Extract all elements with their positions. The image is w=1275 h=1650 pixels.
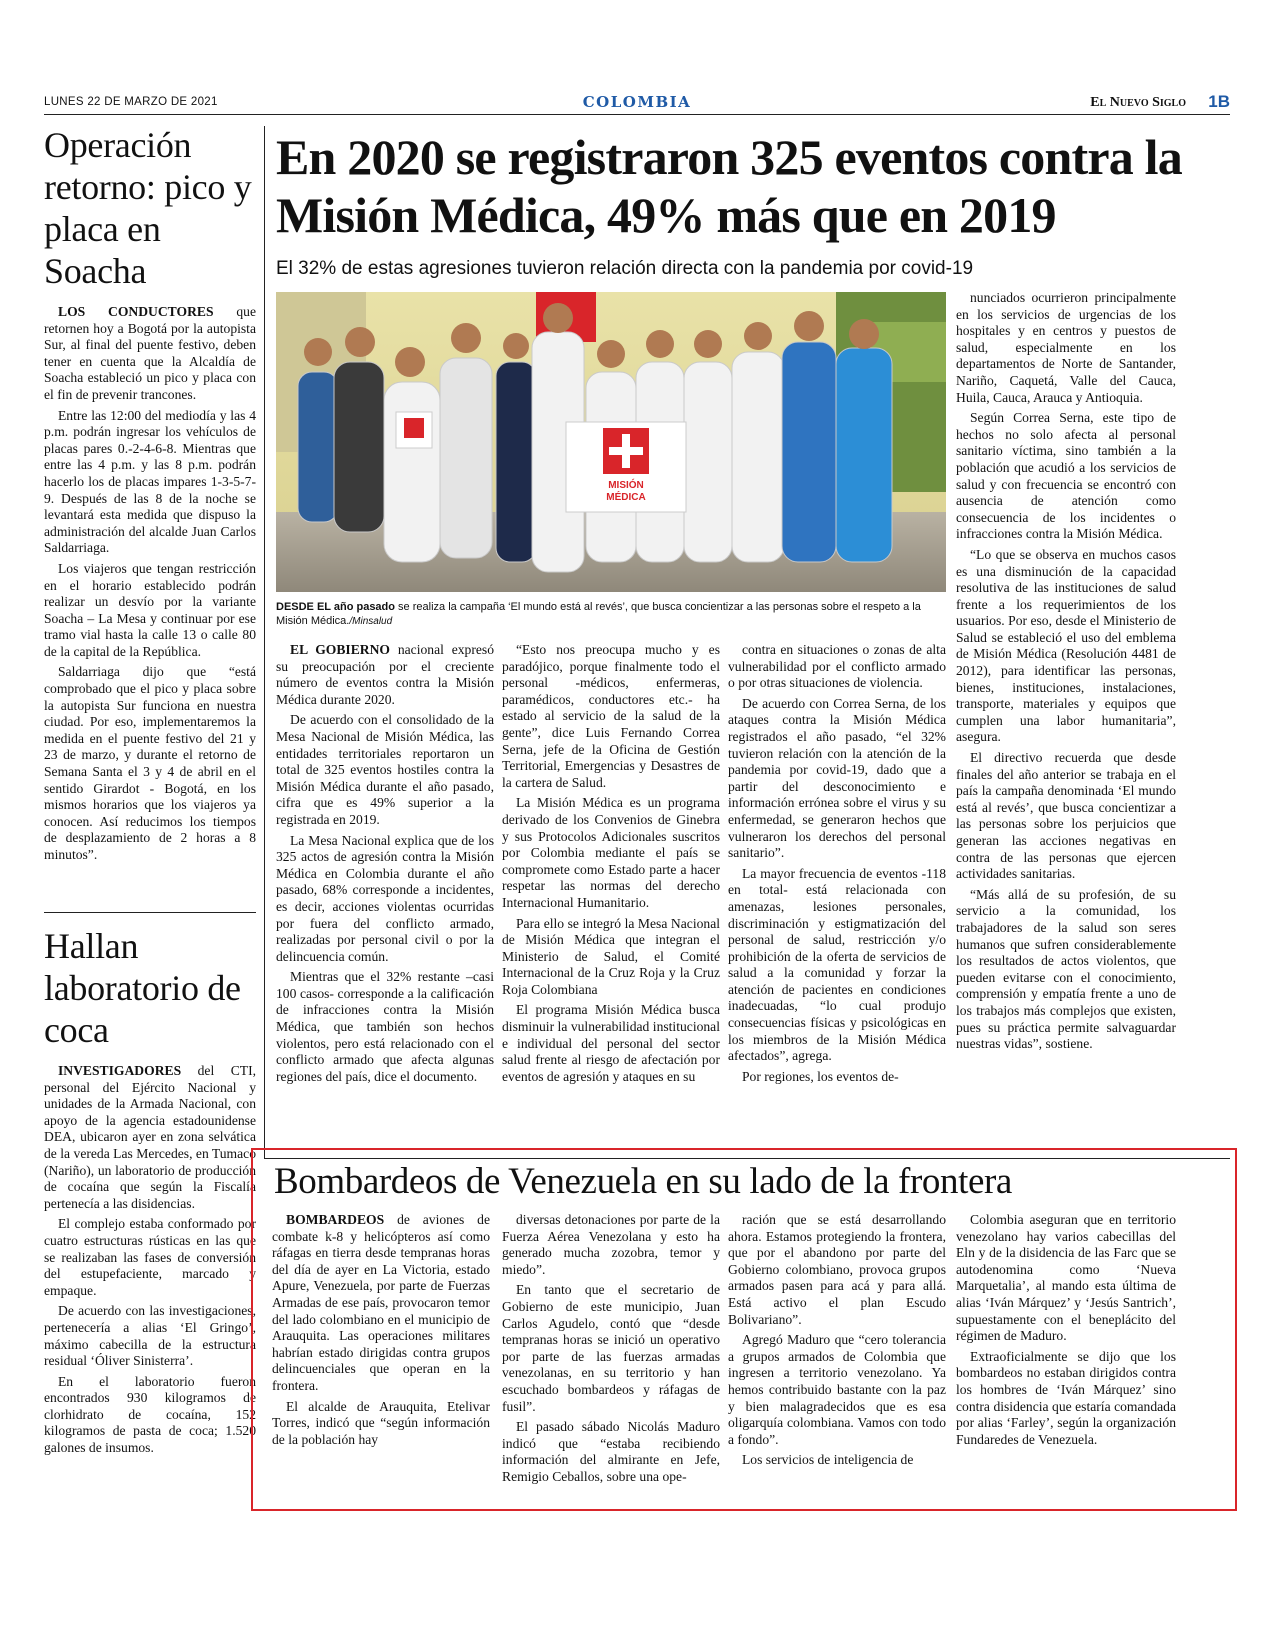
section-name: COLOMBIA [582,93,692,111]
sidebar-story-laboratorio [44,925,256,1461]
page-number: 1B [1208,92,1230,111]
paragraph: que retornen hoy a Bogotá por la autopista Sur, al final del puente festivo, deben tener en cuenta que la Alcaldía de Soacha estableció un pico y placa con el fin de prevenir trancones. [44,304,256,402]
paragraph: La mayor frecuencia de eventos -118 en total- está relacionada con amenazas, lesiones personales, discriminación y estigmatización del personal de salud, restricción y/o prohibición de la oferta de servicios de salud a la comunidad y forzar la atención de pacientes en condiciones inadecuadas, “lo cual produjo consecuencias físicas y psicológicas en los miembros de la Misión Médica afectados”, agrega. [728,865,946,1064]
sidebar-headline: Operación retorno: pico y placa en Soacha [44,125,252,291]
group-photo-illustration [276,292,946,592]
sidebar-headline: Hallan laboratorio de coca [44,926,241,1050]
caption-credit: /Minsalud [349,616,393,627]
lead-word: BOMBARDEOS [286,1212,385,1227]
box-column-3 [728,1212,946,1473]
paragraph: Agregó Maduro que “cero tolerancia a grupos armados de Colombia que ingresen a territorio venezolano. Ya hemos contribuido bastante con la paz y bien malagradecidos que es esa oligarquía colombiana. Vamos con todo a fondo”. [728,1332,946,1447]
paragraph: Por regiones, los eventos de- [742,1068,899,1084]
paragraph: La Mesa Nacional explica que de los 325 actos de agresión contra la Misión Médica en Colombia durante el año pasado, 68% corresponde a incidentes, es decir, acciones violentas ocurridas por fuera del conflicto armado, realizadas por personal civil o por la delincuencia común. [276,832,494,964]
paragraph: El directivo recuerda que desde finales del año anterior se trabaja en el país la campaña denominada ‘El mundo está al revés’, que busca concientizar a las personas sobre los perjuicios que generan las acciones negativas en contra de las personas que ejercen actividades sanitarias. [956,750,1176,882]
paragraph: Según Correa Serna, este tipo de hechos no solo afecta al personal sanitario víctima, sino también a la población que acudió a los servicios de salud y con frecuencia se encontró con ausencia de atención como consecuencia de los incidentes o infracciones contra la Misión Médica. [956,410,1176,542]
paragraph: El alcalde de Arauquita, Etelivar Torres, indicó que “según información de la población hay [272,1398,490,1447]
paragraph: del CTI, personal del Ejército Nacional y unidades de la Armada Nacional, con apoyo de la agencia estadounidense DEA, ubicaron ayer en zona selvática de la vereda Las Mercedes, en Tumaco (Nariño), un laboratorio de producción de cocaína que según la Fiscalía pertenecía a las disidencias. [44,1063,256,1211]
article-photo [276,292,946,592]
paragraph: De acuerdo con Correa Serna, de los ataques contra la Misión Médica registrados el año pasado, “el 32% tuvieron relación con la atención de la pandemia por covid-19, dado que a partir del desconocimiento e información errónea sobre el virus y su enfermedad, se generaron hechos que vulneraron los derechos del personal sanitario”. [728,695,946,861]
sidebar-divider [44,912,256,913]
box-column-2 [502,1212,720,1490]
paragraph: “Esto nos preocupa mucho y es paradójico, porque finalmente todo el personal -médicos, enfermeras, paramédicos, conductores etc.- ha estado al servicio de la salud de la gente”, dice Luis Fernando Correa Serna, jefe de la Oficina de Gestión Territorial, Emergencias y Desastres de la cartera de Salud. [502,642,720,790]
paragraph: La Misión Médica es un programa derivado de los Convenios de Ginebra y sus Protocolos Adicionales suscritos por Colombia mediante el país se compromete como Estado parte a hacer respetar las normas del derecho Internacional Humanitario. [502,795,720,910]
article-column-2 [502,642,720,1089]
paragraph: En tanto que el secretario de Gobierno de este municipio, Juan Carlos Agudelo, contó que “desde tempranas horas se inició un operativo por parte de las fuerzas armadas venezolanas, en su territorio y han escuchado bombardeos y ráfagas de fusil”. [502,1282,720,1414]
box-headline: Bombardeos de Venezuela en su lado de la frontera [274,1161,1012,1202]
caption-lead: DESDE EL año pasado [276,601,395,613]
paragraph: nunciados ocurrieron principalmente en los servicios de urgencias de los hospitales y en centros y puestos de salud, especialmente en los departamentos de Norte de Santander, Nariño, Caquetá, Valle del Cauca, Huila, Cauca, Arauca y Antioquia. [956,290,1176,405]
sidebar-story-soacha [44,124,256,868]
paragraph: Los viajeros que tengan restricción en el horario establecido podrán realizar un desvío por la variante Soacha – La Mesa y continuar por ese tramo vial hasta la calle 13 o calle 80 de la capital de la República. [44,560,256,659]
paragraph: Extraoficialmente se dijo que los bombardeos no estaban dirigidos contra los hombres de ‘Iván Márquez’ sino contra disidencia que estaría comandada por alias ‘Farley’, según la organización Fundaredes de Venezuela. [956,1348,1176,1447]
paragraph: Mientras que el 32% restante –casi 100 casos- corresponde a la calificación de infracciones contra la Misión Médica, que también son hechos violentos, pero está relacionado con el conflicto armado que afecta algunas regiones del país, dice el documento. [276,969,494,1084]
paragraph: Para ello se integró la Mesa Nacional de Misión Médica que integran el Ministerio de Salud, el Comité Internacional de la Cruz Roja y la Cruz Roja Colombiana [502,915,720,997]
newspaper-name: El Nuevo Siglo [1090,95,1186,110]
lead-word: LOS CONDUCTORES [58,304,214,319]
masthead [44,93,1230,115]
sidebar-body [44,1063,256,1457]
caption-text: se realiza la campaña ‘El mundo está al revés’, que busca concientizar a las personas sobre el respeto a la Misión Médica. [276,601,921,627]
sidebar-body [44,304,256,864]
paragraph: ración que se está desarrollando ahora. Estamos protegiendo la frontera, que por el abandono por parte del Gobierno colombiano, provoca grupos armados pasen para acá y para allá. Está activo el plan Escudo Bolivariano”. [728,1212,946,1327]
paragraph: El complejo estaba conformado por cuatro estructuras rústicas en las que se realizaban las fases de conversión del estupefaciente, marcado y empaque. [44,1216,256,1298]
paragraph: Saldarriaga dijo que “está comprobado que el pico y placa sobre la autopista Sur funciona en nuestra ciudad. Por eso, implementaremos la medida en el puente festivo del 21 y 23 de marzo, y durante el retorno de Semana Santa el 3 y 4 de abril en el sentido Girardot - Bogotá, en los mismos horarios que los viajeros ya conocen. Así reducimos los tiempos de desplazamiento de 2 horas a 8 minutos”. [44,664,256,862]
paragraph: contra en situaciones o zonas de alta vulnerabilidad por el conflicto armado o por otras situaciones de violencia. [728,642,946,691]
paragraph: De acuerdo con el consolidado de la Mesa Nacional de Misión Médica, las entidades territoriales reportaron un total de 325 eventos hostiles contra la Misión Médica durante el año pasado, cifra que es 49% superior a la registrada en 2019. [276,712,494,827]
article-column-1 [276,642,494,1089]
main-headline: En 2020 se registraron 325 eventos contra la Misión Médica, 49% más que en 2019 [276,129,1182,243]
flag-text: MISIÓN [608,480,644,491]
box-column-1 [272,1212,490,1452]
lead-word: INVESTIGADORES [58,1063,182,1078]
paragraph: de aviones de combate k-8 y helicópteros así como ráfagas en tierra desde tempranas horas del día de ayer en La Victoria, estado Apure, Venezuela, por parte de Fuerzas Armadas de ese país, provocaron temor del lado colombiano en el municipio de Arauquita. Las operaciones militares habrían estado dirigidas contra grupos delincuenciales que operan en la frontera. [272,1212,490,1393]
paragraph: De acuerdo con las investigaciones, pertenecería a alias ‘El Gringo’, máximo cabecilla de la estructura residual ‘Óliver Sinisterra’. [44,1303,256,1369]
lead-word: EL GOBIERNO [290,642,390,657]
paragraph: Entre las 12:00 del mediodía y las 4 p.m. podrán ingresar los vehículos de placas pares 0.-2-4-6-8. Mientras que entre las 4 p.m. y las 8 p.m. podrán hacerlo los de placas impares 1-3-5-7-9. Después de las 8 de la noche se levantará esta medida que dispuso la administración del alcalde Juan Carlos Saldarriaga. [44,407,256,556]
paragraph: “Más allá de su profesión, de su servicio a la comunidad, los trabajadores de la salud son seres humanos que sufren considerablemente los resultados de actos violentos, que pueden evitarse con el conocimiento, comprensión y empatía frente a uno de los trabajos más complejos que existen, pues su práctica permite salvaguardar nuestras vidas”, sostiene. [956,886,1176,1052]
column-rule [264,126,265,1158]
paragraph: nacional expresó su preocupación por el creciente número de eventos contra la Misión Médica durante 2020. [276,642,494,707]
paragraph: El programa Misión Médica busca disminuir la vulnerabilidad institucional e individual del personal del sector salud frente al riesgo de afectación por eventos de agresión y ataques en su [502,1002,720,1084]
paragraph: “Lo que se observa en muchos casos es una disminución de la capacidad resolutiva de las instituciones de salud frente a los requerimientos de los usuarios. Por eso, desde el Ministerio de Salud se estableció el uso del emblema de Misión Médica (Resolución 4481 de 2012), para identificar las personas, bienes, instituciones, instalaciones, transporte, materiales y equipos que cumplen una labor humanitaria”, asegura. [956,546,1176,745]
paragraph: El pasado sábado Nicolás Maduro indicó que “estaba recibiendo información del almirante en Jefe, Remigio Ceballos, sobre una ope- [502,1419,720,1484]
flag-text: MÉDICA [606,492,646,503]
photo-caption [276,600,944,629]
article-column-4 [956,290,1176,1057]
box-column-4 [956,1212,1176,1452]
article-column-3 [728,642,946,1089]
main-subhead: El 32% de estas agresiones tuvieron relación directa con la pandemia por covid-19 [276,258,974,279]
paragraph: Los servicios de inteligencia de [742,1452,914,1468]
paragraph: diversas detonaciones por parte de la Fuerza Aérea Venezolana y esto ha generado mucha zozobra, temor y miedo”. [502,1212,720,1277]
issue-date: LUNES 22 DE MARZO DE 2021 [44,96,218,108]
paragraph: Colombia aseguran que en territorio venezolano hay varios cabecillas del Eln y de la disidencia de las Farc que se autodenomina como ‘Nueva Marquetalia’, al mando esta última de alias ‘Iván Márquez’ y ‘Jesús Santrich’, supuestamente con el beneplácito del régimen de Maduro. [956,1212,1176,1344]
paragraph: En el laboratorio fueron encontrados 930 kilogramos de clorhidrato de cocaína, 152 kilogramos de pasta de coca; 1.520 galones de insumos. [44,1373,256,1456]
